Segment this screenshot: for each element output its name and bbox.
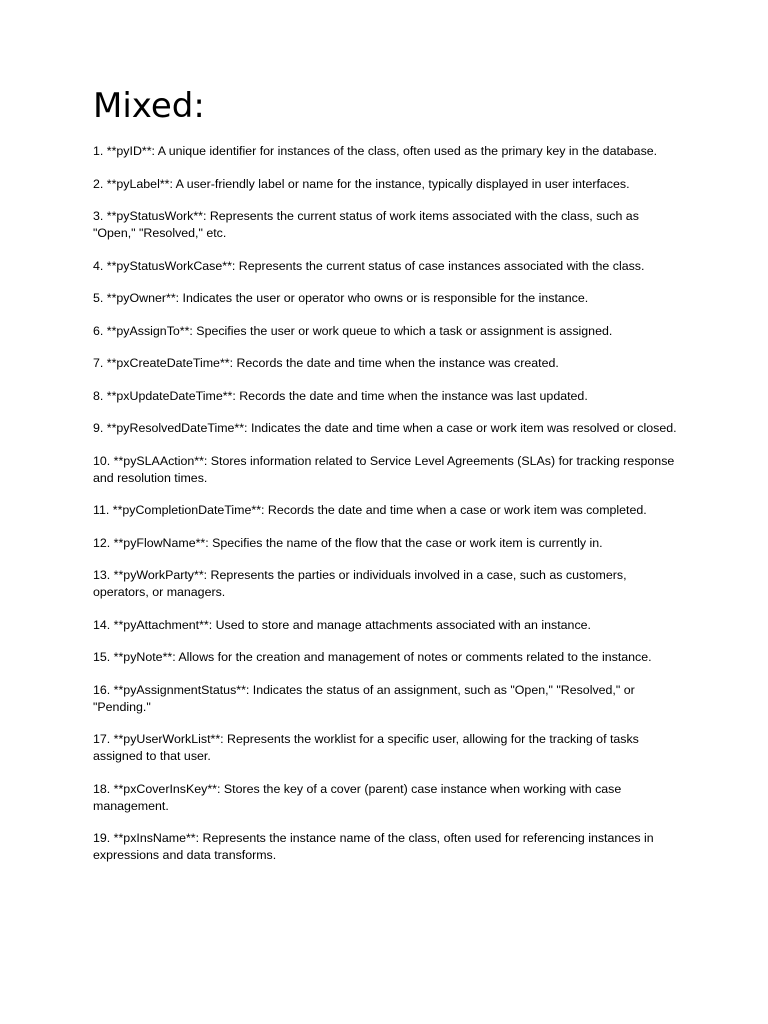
property-list [93,143,678,880]
list-item-11: 11. **pyCompletionDateTime**: Records the date and time when a case or work item was completed. [93,503,647,517]
list-item-2: 2. **pyLabel**: A user-friendly label or name for the instance, typically displayed in user interfaces. [93,176,630,191]
list-item-4: 4. **pyStatusWorkCase**: Represents the current status of case instances associated with the class. [93,258,645,273]
list-item-1: 1. **pyID**: A unique identifier for instances of the class, often used as the primary key in the database. [93,144,658,158]
list-item-3: 3. **pyStatusWork**: Represents the current status of work items associated with the class, such as "Open," "Resolved," etc. [93,209,639,240]
list-item-14: 14. **pyAttachment**: Used to store and manage attachments associated with an instance. [93,617,591,632]
list-item-12: 12. **pyFlowName**: Specifies the name of the flow that the case or work item is currently in. [93,535,603,550]
list-item-13: 13. **pyWorkParty**: Represents the parties or individuals involved in a case, such as customers, operators, or managers. [93,568,627,599]
list-item-16: 16. **pyAssignmentStatus**: Indicates the status of an assignment, such as "Open," "Resolved," or "Pending." [93,682,635,714]
list-item-8: 8. **pxUpdateDateTime**: Records the date and time when the instance was last updated. [93,388,588,403]
list-item-5: 5. **pyOwner**: Indicates the user or operator who owns or is responsible for the instance. [93,291,589,305]
list-item-19: 19. **pxInsName**: Represents the instance name of the class, often used for referencing instances in expressions and data transforms. [93,831,654,862]
list-item-10: 10. **pySLAAction**: Stores information related to Service Level Agreements (SLAs) for tracking response and resolution times. [93,453,675,485]
list-item-15: 15. **pyNote**: Allows for the creation and management of notes or comments related to the instance. [93,650,652,664]
list-item-6: 6. **pyAssignTo**: Specifies the user or work queue to which a task or assignment is assigned. [93,323,613,338]
list-item-18: 18. **pxCoverInsKey**: Stores the key of a cover (parent) case instance when working with case management. [93,781,622,813]
page-heading: Mixed: [93,86,205,126]
list-item-7: 7. **pxCreateDateTime**: Records the date and time when the instance was created. [93,356,559,370]
list-item-9: 9. **pyResolvedDateTime**: Indicates the date and time when a case or work item was resolved or closed. [93,421,677,435]
list-item-17: 17. **pyUserWorkList**: Represents the worklist for a specific user, allowing for the tracking of tasks assigned to that user. [93,732,639,763]
